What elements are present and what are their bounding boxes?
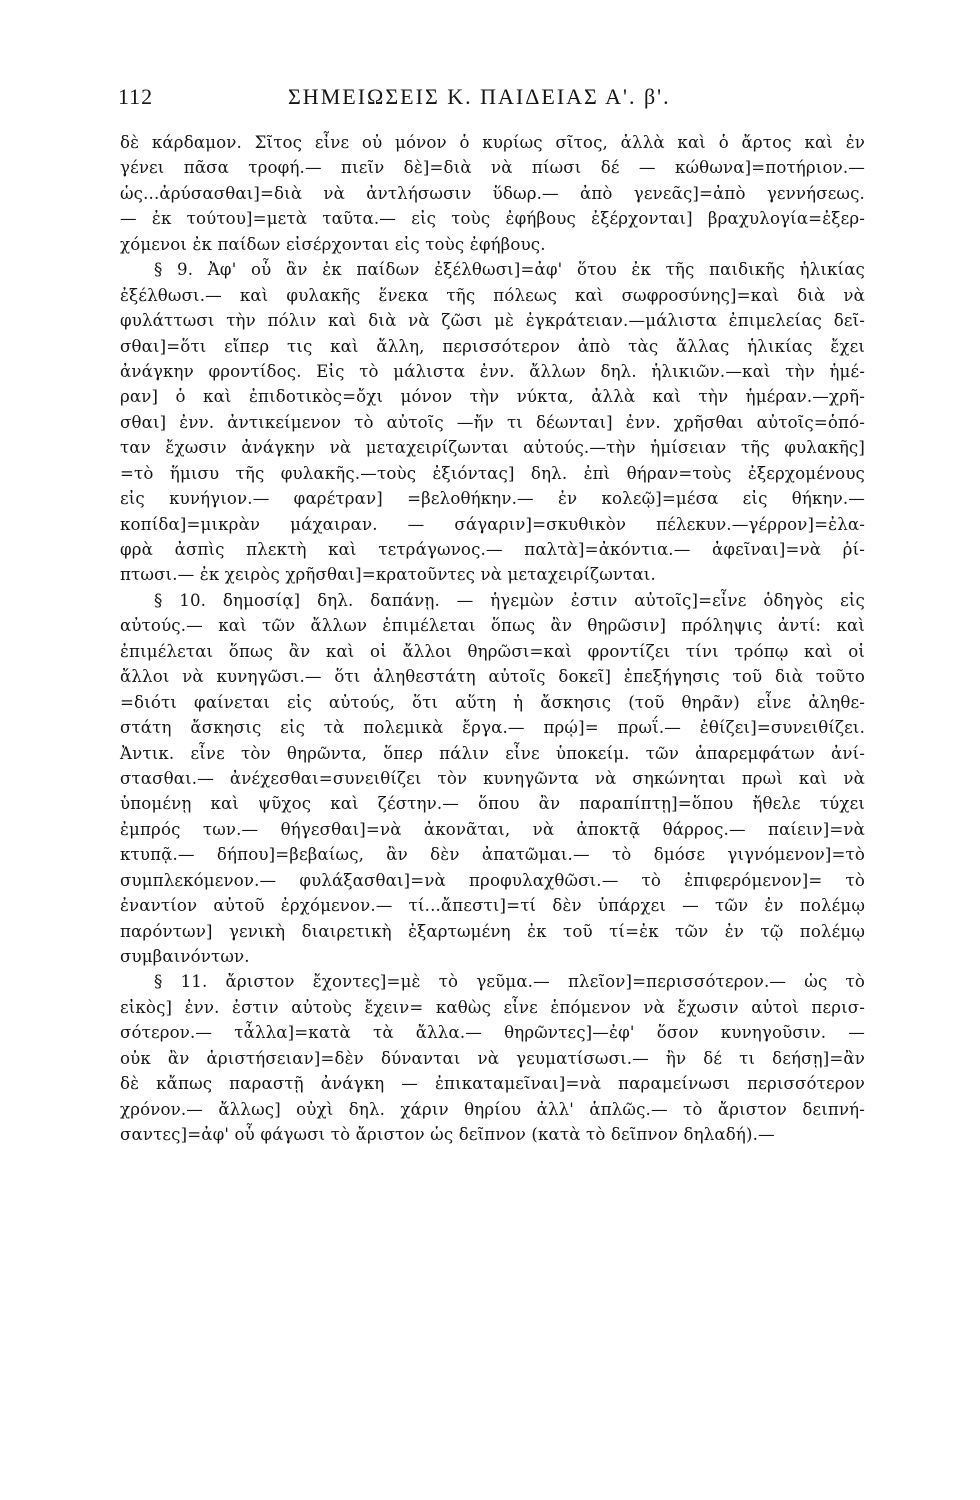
text-line: =τὸ ἥμισυ τῆς φυλακῆς.—τοὺς ἐξιόντας] δηλ. ἐπὶ θήραν=τοὺς ἐξερχομένους	[120, 463, 865, 483]
text-line: δὲ κἄπως παραστῇ ἀνάγκη — ἐπικαταμεῖναι]=νὰ παραμείνωσι περισσότερον	[120, 1074, 865, 1094]
running-title: ΣΗΜΕΙΩΣΕΙΣ Κ. ΠΑΙΔΕΙΑΣ Α'. β'.	[288, 84, 671, 109]
text-line: στάτη ἄσκησις εἰς τὰ πολεμικὰ ἔργα.— πρῴ]= πρωΐ.— ἐθίζει]=συνειθίζει.	[120, 718, 865, 738]
text-line: ἀνάγκην φροντίδος. Εἰς τὸ μάλιστα ἐνν. ἄλλων δηλ. ἡλικιῶν.—καὶ τὴν ἡμέ-	[120, 361, 865, 381]
text-line: ἐπιμέλεται ὅπως ἂν καὶ οἱ ἄλλοι θηρῶσι=καὶ φροντίζει τίνι τρόπῳ καὶ οἱ	[120, 641, 865, 661]
text-line: κοπίδα]=μικρὰν μάχαιραν. — σάγαριν]=σκυθικὸν πέλεκυν.—γέρρον]=ἐλα-	[120, 514, 865, 534]
page-number: 112	[118, 84, 154, 109]
text-line: Ἀντικ. εἶνε τὸν θηρῶντα, ὅπερ πάλιν εἶνε ὑποκείμ. τῶν ἀπαρεμφάτων ἀνί-	[120, 743, 865, 763]
text-line: σαντες]=ἀφ' οὗ φάγωσι τὸ ἄριστον ὡς δεῖπνον (κατὰ τὸ δεῖπνον δηλαδή).—	[120, 1125, 775, 1145]
text-line: γένει πᾶσα τροφή.— πιεῖν δὲ]=διὰ νὰ πίωσι δέ — κώθωνα]=ποτήριον.—	[120, 158, 865, 178]
text-line: σθαι] ἐνν. ἀντικείμενον τὸ αὐτοῖς —ἤν τι δέωνται] ἐνν. χρῆσθαι αὐτοῖς=ὁπό-	[120, 412, 865, 432]
text-line: κτυπᾷ.— δήπου]=βεβαίως, ἂν δὲν ἀπατῶμαι.— τὸ δμόσε γιγνόμενον]=τὸ	[120, 845, 865, 865]
text-line: φρὰ ἀσπὶς πλεκτὴ καὶ τετράγωνος.— παλτὰ]=ἀκόντια.— ἀφεῖναι]=νὰ ῥί-	[120, 540, 865, 559]
text-line: ἐξέλθωσι.— καὶ φυλακῆς ἕνεκα τῆς πόλεως καὶ σωφροσύνης]=καὶ διὰ νὰ	[120, 285, 865, 305]
text-line: ὡς...ἀρύσασθαι]=διὰ νὰ ἀντλήσωσιν ὕδωρ.— ἀπὸ γενεᾶς]=ἀπὸ γεννήσεως.	[120, 183, 865, 203]
text-line: ἐμπρός των.— θήγεσθαι]=νὰ ἀκονᾶται, νὰ ἀποκτᾷ θάρρος.— παίειν]=νὰ	[120, 819, 865, 839]
text-line: οὐκ ἂν ἀριστήσειαν]=δὲν δύνανται νὰ γευματίσωσι.— ἢν δέ τι δεήσῃ]=ἂν	[120, 1048, 865, 1068]
text-line: φυλάττωσι τὴν πόλιν καὶ διὰ νὰ ζῶσι μὲ ἐγκράτειαν.—μάλιστα ἐπιμελείας δεῖ-	[120, 311, 865, 331]
section-10-start: § 10. δημοσίᾳ] δηλ. δαπάνῃ. — ἡγεμὼν ἐστιν αὐτοῖς]=εἶνε ὁδηγὸς εἰς	[154, 590, 865, 610]
text-line: χρόνον.— ἄλλως] οὐχὶ δηλ. χάριν θηρίου ἀλλ' ἁπλῶς.— τὸ ἄριστον δειπνή-	[120, 1099, 865, 1119]
text-line: ταν ἔχωσιν ἀνάγκην νὰ μεταχειρίζωνται αὐτούς.—τὴν ἡμίσειαν τῆς φυλακῆς]	[120, 438, 865, 458]
section-11-start: § 11. ἄριστον ἔχοντες]=μὲ τὸ γεῦμα.— πλεῖον]=περισσότερον.— ὡς τὸ	[154, 972, 865, 992]
text-line: σότερον.— τἆλλα]=κατὰ τὰ ἄλλα.— θηρῶντες]—ἐφ' ὅσον κυνηγοῦσιν. —	[120, 1023, 865, 1043]
text-line: πτωσι.— ἐκ χειρὸς χρῆσθαι]=κρατοῦντες νὰ μεταχειρίζωνται.	[120, 565, 656, 585]
text-line: ἄλλοι νὰ κυνηγῶσι.— ὅτι ἀληθεστάτη αὐτοῖς δοκεῖ] ἐπεξήγησις τοῦ διὰ τοῦτο	[120, 667, 865, 687]
section-9-start: § 9. Ἀφ' οὗ ἂν ἐκ παίδων ἐξέλθωσι]=ἀφ' ὅτου ἐκ τῆς παιδικῆς ἡλικίας	[154, 260, 865, 280]
text-line: παρόντων] γενικὴ διαιρετικὴ ἐξαρτωμένη ἐκ τοῦ τί=ἐκ τῶν ἐν τῷ πολέμῳ	[120, 921, 865, 941]
text-line: εἰκὸς] ἐνν. ἐστιν αὐτοὺς ἔχειν= καθὼς εἶνε ἑπόμενον νὰ ἔχωσιν αὐτοὶ περισ-	[120, 997, 865, 1017]
text-line: ἐναντίον αὐτοῦ ἐρχόμενον.— τί...ἄπεστι]=τί δὲν ὑπάρχει — τῶν ἐν πολέμῳ	[120, 896, 865, 916]
text-line: ραν] ὁ καὶ ἐπιδοτικὸς=ὄχι μόνον τὴν νύκτα, ἀλλὰ καὶ τὴν ἡμέραν.—χρῆ-	[120, 387, 865, 407]
page-header	[118, 84, 878, 120]
text-line: σθαι]=ὅτι εἴπερ τις καὶ ἄλλη, περισσότερον ἀπὸ τὰς ἄλλας ἡλικίας ἔχει	[120, 336, 865, 356]
text-line: αὐτούς.— καὶ τῶν ἄλλων ἐπιμέλεται ὅπως ἂν θηρῶσιν] πρόληψις ἀντί: καὶ	[120, 616, 865, 636]
text-line: — ἐκ τούτου]=μετὰ ταῦτα.— εἰς τοὺς ἐφήβους ἐξέρχονται] βραχυλογία=ἐξερ-	[120, 209, 865, 229]
text-line: συμβαινόντων.	[120, 947, 250, 966]
text-line: =διότι φαίνεται εἰς αὐτούς, ὅτι αὕτη ἡ ἄσκησις (τοῦ θηρᾶν) εἶνε ἀληθε-	[120, 692, 865, 712]
text-line: εἰς κυνήγιον.— φαρέτραν] =βελοθήκην.— ἐν κολεῷ]=μέσα εἰς θήκην.—	[120, 489, 865, 509]
text-line: συμπλεκόμενον.— φυλάξασθαι]=νὰ προφυλαχθῶσι.— τὸ ἐπιφερόμενον]= τὸ	[120, 870, 865, 890]
text-line: χόμενοι ἐκ παίδων εἰσέρχονται εἰς τοὺς ἐφήβους.	[120, 234, 546, 254]
text-line: ὑπομένῃ καὶ ψῦχος καὶ ζέστην.— ὅπου ἂν παραπίπτῃ]=ὅπου ἤθελε τύχει	[120, 794, 865, 814]
text-line: στασθαι.— ἀνέχεσθαι=συνειθίζει τὸν κυνηγῶντα νὰ σηκώνηται πρωὶ καὶ νὰ	[120, 768, 865, 788]
body-text	[120, 130, 865, 1148]
text-line: δὲ κάρδαμον. Σῖτος εἶνε οὐ μόνον ὁ κυρίως σῖτος, ἀλλὰ καὶ ὁ ἄρτος καὶ ἐν	[120, 133, 865, 152]
